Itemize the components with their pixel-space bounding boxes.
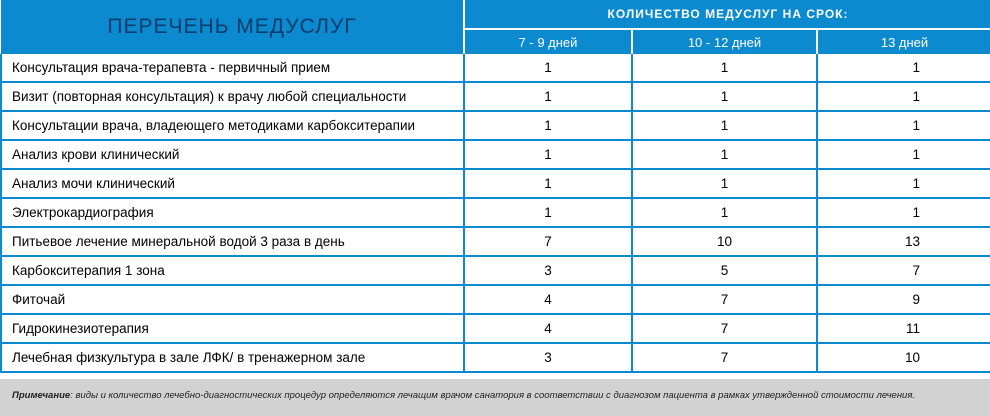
service-count: 7 (817, 256, 990, 285)
service-count: 10 (817, 343, 990, 372)
table-row (1, 256, 990, 285)
service-name: Визит (повторная консультация) к врачу любой специальности (1, 82, 464, 111)
service-count: 7 (632, 285, 817, 314)
service-count: 1 (817, 140, 990, 169)
table-row (1, 169, 990, 198)
table-row (1, 227, 990, 256)
service-count: 1 (464, 198, 632, 227)
table-row (1, 285, 990, 314)
table-row (1, 198, 990, 227)
service-name: Электрокардиография (1, 198, 464, 227)
table-row (1, 314, 990, 343)
note-text (12, 390, 915, 401)
service-count: 1 (817, 169, 990, 198)
service-count: 1 (817, 111, 990, 140)
service-count: 1 (464, 54, 632, 82)
table-row (1, 82, 990, 111)
service-count: 1 (464, 140, 632, 169)
column-header-7-9-days: 7 - 9 дней (464, 29, 632, 54)
column-header-10-12-days: 10 - 12 дней (632, 29, 817, 54)
table-header (1, 0, 990, 54)
service-count: 1 (632, 169, 817, 198)
service-count: 1 (632, 54, 817, 82)
column-header-13-days: 13 дней (817, 29, 990, 54)
table-row (1, 54, 990, 82)
service-count: 1 (464, 169, 632, 198)
service-count: 9 (817, 285, 990, 314)
service-count: 1 (817, 198, 990, 227)
quantity-group-header: КОЛИЧЕСТВО МЕДУСЛУГ НА СРОК: (464, 0, 990, 29)
service-name: Карбокситерапия 1 зона (1, 256, 464, 285)
service-count: 7 (464, 227, 632, 256)
table-row (1, 140, 990, 169)
table-title: ПЕРЕЧЕНЬ МЕДУСЛУГ (1, 0, 464, 54)
service-count: 3 (464, 343, 632, 372)
table-row (1, 111, 990, 140)
table-body (1, 54, 990, 372)
service-name: Анализ мочи клинический (1, 169, 464, 198)
service-count: 7 (632, 343, 817, 372)
service-count: 1 (464, 82, 632, 111)
service-count: 1 (632, 140, 817, 169)
service-count: 1 (464, 111, 632, 140)
service-name: Консультация врача-терапевта - первичный прием (1, 54, 464, 82)
table-row (1, 343, 990, 372)
note-body: : виды и количество лечебно-диагностических процедур определяются лечащим врачом санатория в соответствии с диагнозом пациента в рамках утвержденной стоимости лечения. (70, 390, 916, 401)
service-count: 1 (817, 82, 990, 111)
note-label: Примечание (12, 390, 71, 401)
note-footer (0, 379, 990, 416)
service-count: 11 (817, 314, 990, 343)
service-count: 5 (632, 256, 817, 285)
service-count: 1 (817, 54, 990, 82)
service-count: 1 (632, 82, 817, 111)
service-count: 7 (632, 314, 817, 343)
service-name: Консультации врача, владеющего методиками карбокситерапии (1, 111, 464, 140)
service-count: 1 (632, 111, 817, 140)
service-name: Лечебная физкультура в зале ЛФК/ в тренажерном зале (1, 343, 464, 372)
service-count: 4 (464, 314, 632, 343)
service-name: Фиточай (1, 285, 464, 314)
service-count: 13 (817, 227, 990, 256)
service-count: 4 (464, 285, 632, 314)
service-name: Анализ крови клинический (1, 140, 464, 169)
service-name: Питьевое лечение минеральной водой 3 раза в день (1, 227, 464, 256)
service-count: 1 (632, 198, 817, 227)
service-count: 3 (464, 256, 632, 285)
service-count: 10 (632, 227, 817, 256)
service-name: Гидрокинезиотерапия (1, 314, 464, 343)
